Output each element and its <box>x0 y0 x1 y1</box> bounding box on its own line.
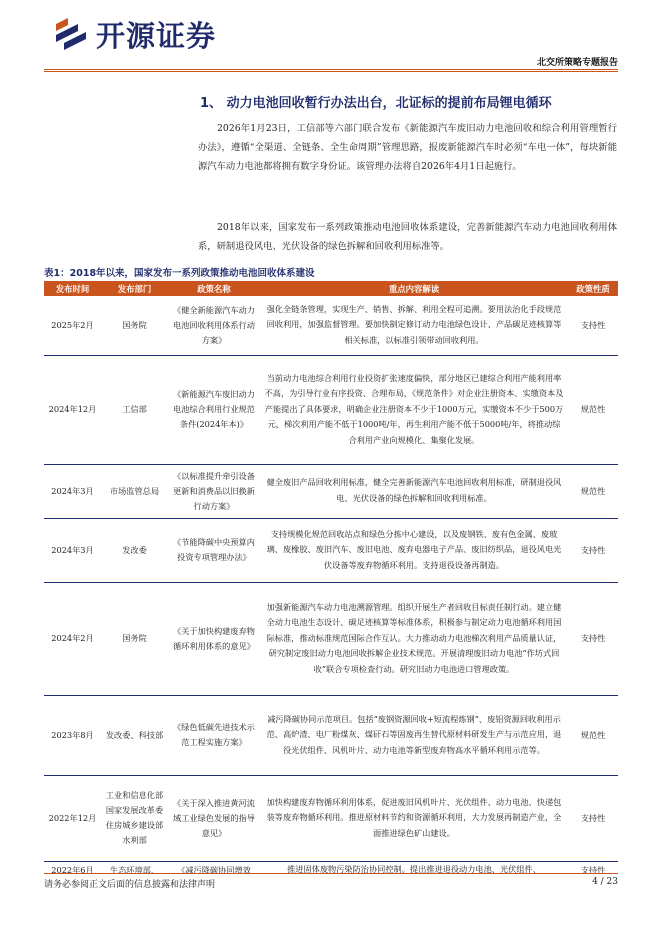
cell-policy-name: 《绿色低碳先进技术示范工程实施方案》 <box>168 695 260 775</box>
logo-text: 开源证券 <box>96 18 217 53</box>
company-logo <box>54 14 216 54</box>
cell-content: 减污降碳协同示范项目。包括“废钢资源回收+短流程炼钢”、废铝资源回收利用示范、高炉渣、电厂粉煤灰、煤矸石等固废再生替代原材料研发生产与示范应用，退役光伏组件、风机叶片、动力电池等新型废弃物高水平循环利用示范等。 <box>260 695 568 775</box>
header-divider <box>44 69 618 70</box>
cell-date: 2023年8月 <box>44 695 101 775</box>
report-type-label: 北交所策略专题报告 <box>536 58 618 68</box>
cell-policy-name: 《健全新能源汽车动力电池回收利用体系行动方案》 <box>168 296 260 355</box>
table-row <box>44 296 618 355</box>
column-header: 发布部门 <box>101 281 168 296</box>
cell-date: 2022年12月 <box>44 775 101 861</box>
cell-content: 推进固体废物污染防治协同控制。提出推进退役动力电池、光伏组件、 <box>287 864 541 875</box>
cell-nature: 支持性 <box>580 864 606 875</box>
footer-disclaimer: 请务必参阅正文后面的信息披露和法律声明 <box>44 880 216 890</box>
header-divider-secondary <box>44 71 618 72</box>
cell-content: 健全废旧产品回收利用标准，健全完善新能源汽车电池回收利用标准，研制退役风电、光伏设备的绿色拆解和回收利用标准。 <box>260 464 568 518</box>
column-header: 政策性质 <box>568 281 618 296</box>
cell-dept: 国务院 <box>101 582 168 695</box>
cell-content: 加强新能源汽车动力电池溯源管理。组织开展生产者回收目标责任制行动。建立健全动力电池生态设计、碳足迹核算等标准体系，积极参与制定动力电池循环利用国际标准，推动标准规范国际合作互认。大力推动动力电池梯次利用产品质量认证，研究制定废旧动力电池回收拆解企业技术规范。开展清理废旧动力电池“作坊式回收”联合专项检查行动。研究旧动力电池进口管理政策。 <box>260 582 568 695</box>
cell-dept: 市场监管总局 <box>101 464 168 518</box>
table-header-row <box>44 281 618 296</box>
cell-nature: 规范性 <box>568 695 618 775</box>
table-title: 表1：2018年以来，国家发布一系列政策推动电池回收体系建设 <box>44 268 315 279</box>
cell-dept: 生态环境部、 <box>109 864 160 875</box>
cell-policy-name: 《以标准提升牵引设备更新和消费品以旧换新行动方案》 <box>168 464 260 518</box>
cell-date: 2024年3月 <box>44 518 101 582</box>
cell-dept: 发改委、科技部 <box>101 695 168 775</box>
cell-nature: 规范性 <box>568 464 618 518</box>
table-row <box>44 582 618 695</box>
column-header: 重点内容解读 <box>260 281 568 296</box>
column-header: 发布时间 <box>44 281 101 296</box>
footer-divider <box>44 873 618 874</box>
table-row <box>44 518 618 582</box>
page-number: 4 / 23 <box>592 877 618 887</box>
cell-date: 2022年6月 <box>51 864 94 875</box>
section-title: 1、 动力电池回收暂行办法出台，北证标的提前布局锂电循环 <box>200 96 552 111</box>
cell-dept: 工业和信息化部国家发展改革委住房城乡建设部水利部 <box>101 775 168 861</box>
cell-dept: 发改委 <box>101 518 168 582</box>
cell-nature: 支持性 <box>568 518 618 582</box>
table-row <box>44 355 618 464</box>
cell-nature: 规范性 <box>568 355 618 464</box>
paragraph-1: 2026年1月23日，工信部等六部门联合发布《新能源汽车废旧动力电池回收和综合利用管理暂行办法》，遵循“全渠道、全链条、全生命周期”管理思路，报废新能源汽车时必须“车电一体”，每块新能源汽车动力电池都将拥有数字身份证。该管理办法将自2026年4月1日起施行。 <box>198 123 617 172</box>
cell-dept: 工信部 <box>101 355 168 464</box>
cell-policy-name: 《关于加快构建废弃物循环利用体系的意见》 <box>168 582 260 695</box>
logo-mark-icon <box>54 16 88 52</box>
cell-nature: 支持性 <box>568 296 618 355</box>
cell-content: 当前动力电池综合利用行业投资扩张速度偏快，部分地区已建综合利用产能利用率不高，为引导行业有序投资、合理布局，《规范条件》对企业注册资本、实缴资本及产能提出了具体要求，明确企业注册资本不少于1000万元，实缴资本不少于500万元，梯次利用产能不低于1000吨/年，再生利用产能不低于5000吨/年，将推动综合利用产业向规模化、集聚化发展。 <box>260 355 568 464</box>
cell-content: 强化全链条管理，实现生产、销售、拆解、利用全程可追溯。要用法治化手段规范回收利用，加强监督管理。要加快制定修订动力电池绿色设计、产品碳足迹核算等相关标准，以标准引领带动回收利用。 <box>260 296 568 355</box>
table-row <box>44 464 618 518</box>
cell-date: 2024年12月 <box>44 355 101 464</box>
table-row <box>44 775 618 861</box>
column-header: 政策名称 <box>168 281 260 296</box>
cell-policy-name: 《节能降碳中央预算内投资专项管理办法》 <box>168 518 260 582</box>
cell-policy-name: 《关于深入推进黄河流域工业绿色发展的指导意见》 <box>168 775 260 861</box>
cell-content: 支持规模化规范回收站点和绿色分拣中心建设，以及废钢铁、废有色金属、废玻璃、废橡胶、废旧汽车、废旧电池、废弃电器电子产品、废旧纺织品，退役风电光伏设备等废弃物循环利用。支持退役设备再制造。 <box>260 518 568 582</box>
cell-nature: 支持性 <box>568 775 618 861</box>
table-row <box>44 695 618 775</box>
cell-policy-name: 《减污降碳协同增效 <box>177 864 251 875</box>
cell-date: 2024年2月 <box>44 582 101 695</box>
cell-dept: 国务院 <box>101 296 168 355</box>
cell-nature: 支持性 <box>568 582 618 695</box>
cell-policy-name: 《新能源汽车废旧动力电池综合利用行业规范条件(2024年本)》 <box>168 355 260 464</box>
cell-date: 2025年2月 <box>44 296 101 355</box>
cell-date: 2024年3月 <box>44 464 101 518</box>
paragraph-2: 2018年以来，国家发布一系列政策推动电池回收体系建设，完善新能源汽车动力电池回收利用体系，研制退役风电、光伏设备的绿色拆解和回收利用标准等。 <box>198 222 617 252</box>
policy-table <box>44 281 618 879</box>
cell-content: 加快构建废弃物循环利用体系，促进废旧风机叶片、光伏组件、动力电池、快递包装等废弃物循环利用。推进原材料节约和资源循环利用，大力发展再制造产业，全面推进绿色矿山建设。 <box>260 775 568 861</box>
